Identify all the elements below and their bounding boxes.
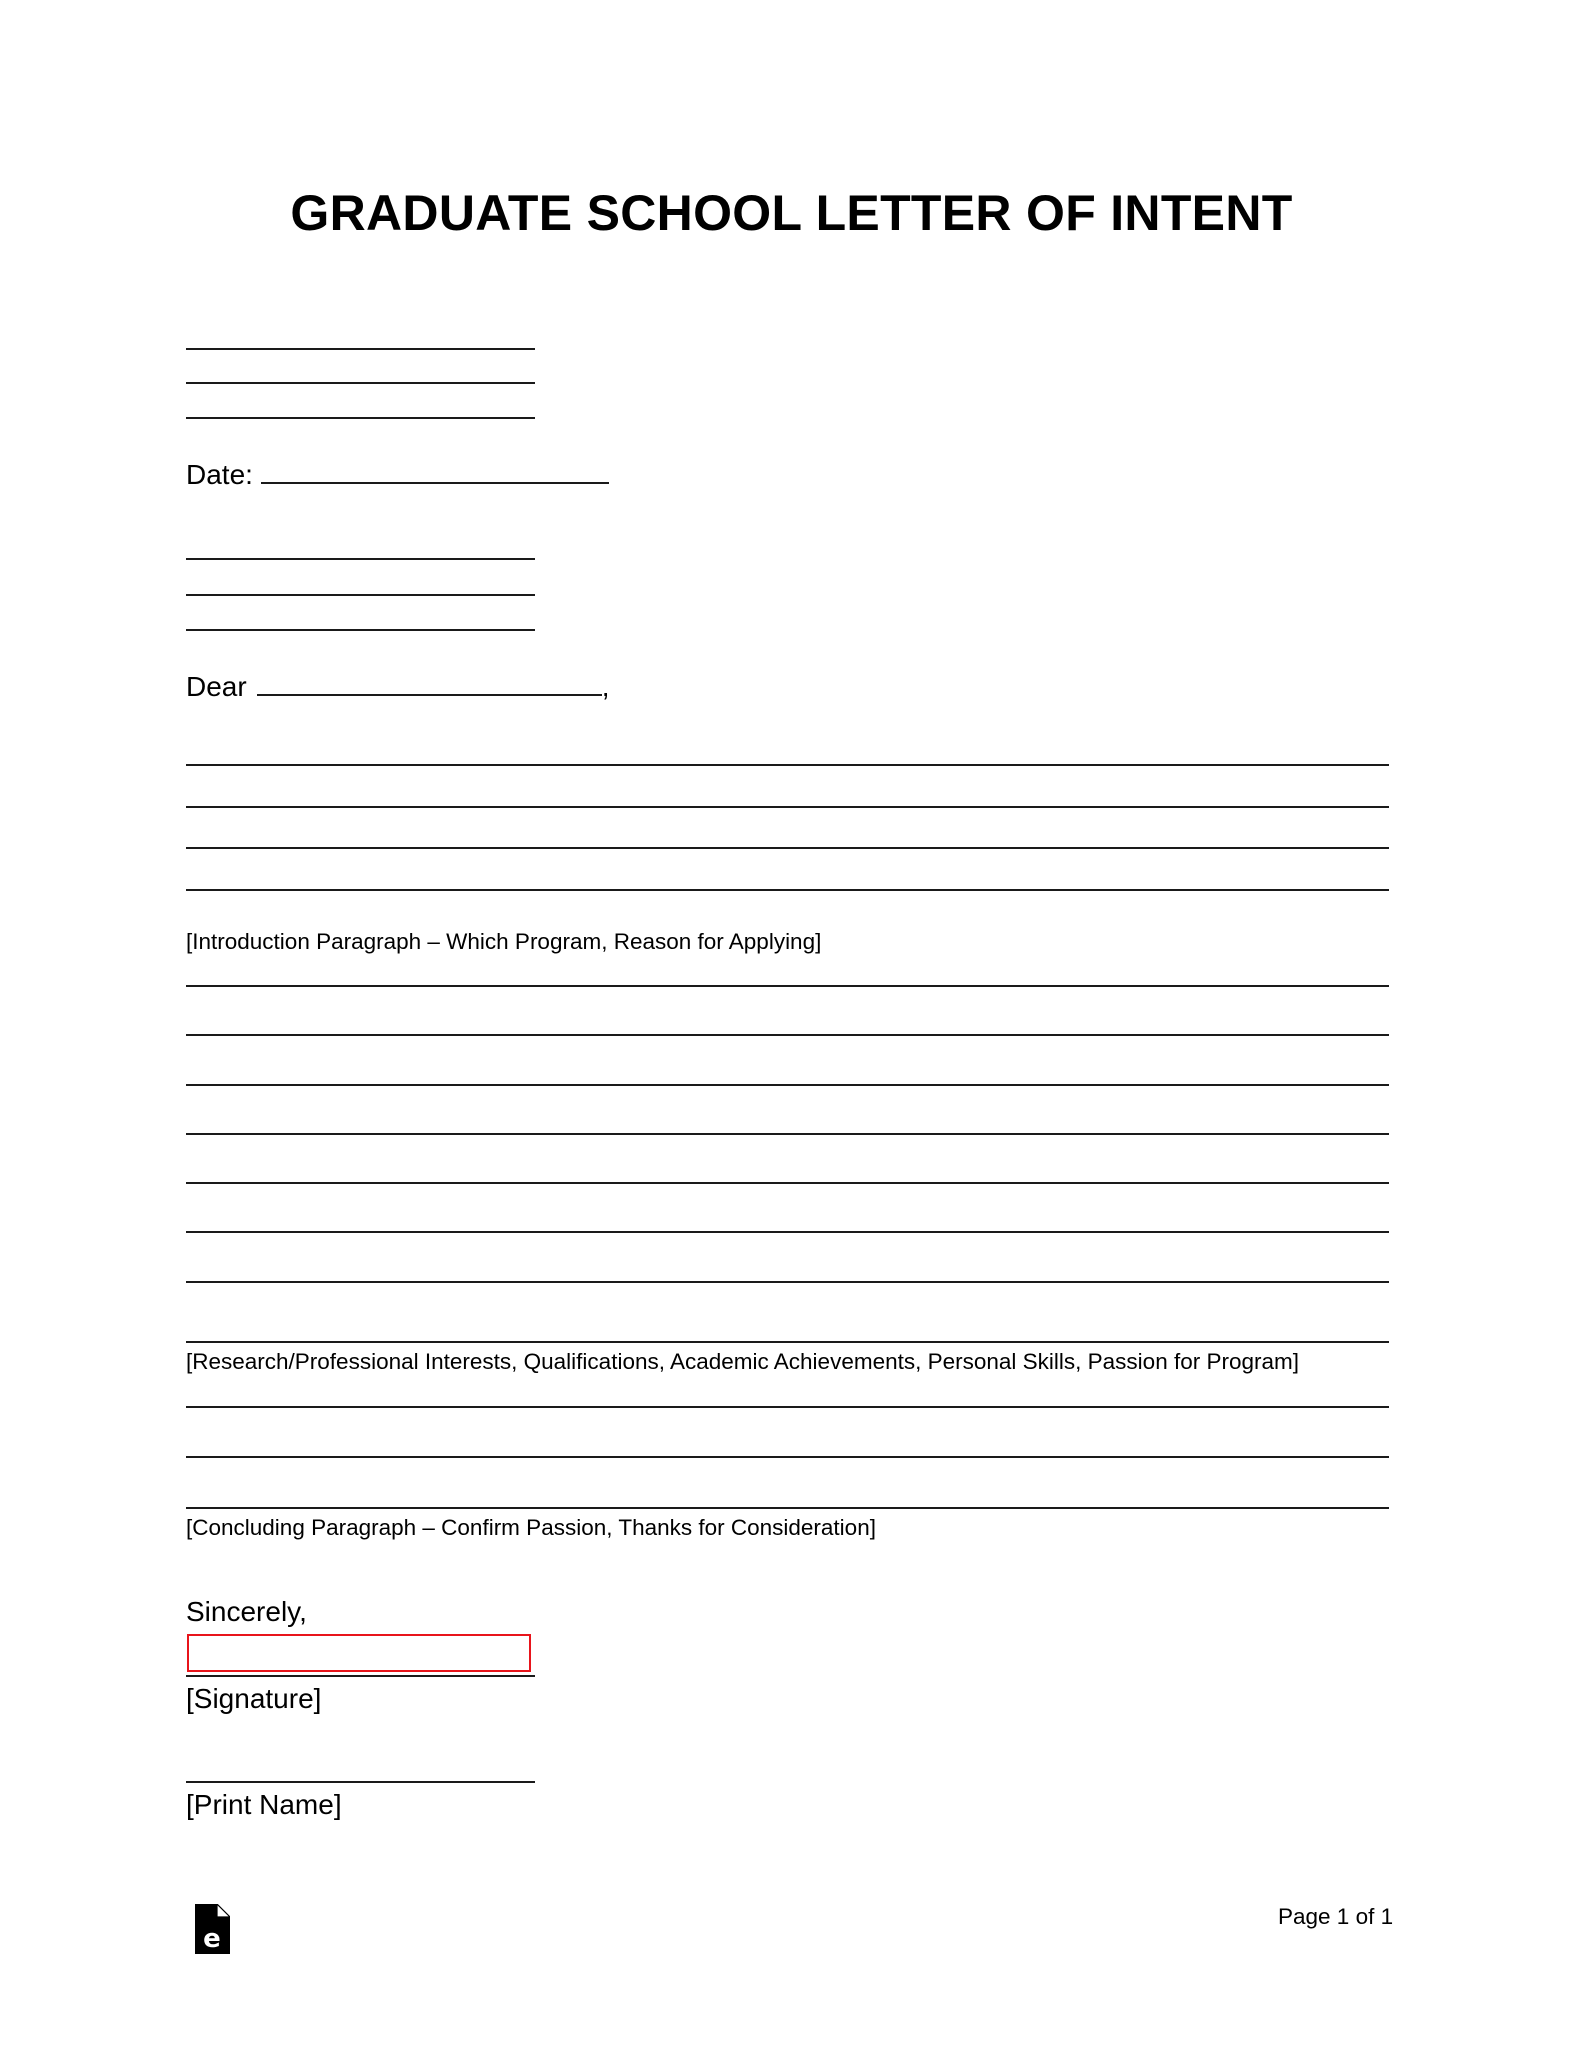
conclusion-line-2[interactable] [186, 1456, 1389, 1458]
conclusion-line-3[interactable] [186, 1507, 1389, 1509]
salutation-comma: , [601, 671, 610, 702]
page-indicator: Page 1 of 1 [1278, 1904, 1394, 1929]
body-line-8[interactable] [186, 1341, 1389, 1343]
date-row [186, 458, 609, 492]
sender-address-line-3[interactable] [186, 417, 535, 419]
date-label: Date: [186, 459, 253, 490]
recipient-address-line-1[interactable] [186, 558, 535, 560]
signature-line [186, 1675, 535, 1677]
recipient-name-field[interactable] [257, 674, 602, 696]
body-section-label: [Research/Professional Interests, Qualifications, Academic Achievements, Personal Skills, Passion for Program] [186, 1349, 1299, 1374]
salutation-label: Dear [186, 671, 247, 702]
sender-address-line-1[interactable] [186, 348, 535, 350]
conclusion-section-label: [Concluding Paragraph – Confirm Passion, Thanks for Consideration] [186, 1515, 876, 1540]
sender-address-line-2[interactable] [186, 382, 535, 384]
intro-line-1[interactable] [186, 764, 1389, 766]
body-line-7[interactable] [186, 1281, 1389, 1283]
body-line-4[interactable] [186, 1133, 1389, 1135]
salutation-row [186, 670, 609, 704]
closing-text: Sincerely, [186, 1596, 307, 1627]
print-name-label: [Print Name] [186, 1789, 342, 1820]
document-title: GRADUATE SCHOOL LETTER OF INTENT [290, 185, 1293, 241]
body-line-2[interactable] [186, 1034, 1389, 1036]
body-line-3[interactable] [186, 1084, 1389, 1086]
date-field[interactable] [261, 462, 609, 484]
print-name-line[interactable] [186, 1781, 535, 1783]
eforms-document-icon [195, 1904, 230, 1954]
svg-text:e: e [203, 1924, 221, 1954]
intro-line-4[interactable] [186, 889, 1389, 891]
body-line-1[interactable] [186, 985, 1389, 987]
recipient-address-line-3[interactable] [186, 629, 535, 631]
body-line-5[interactable] [186, 1182, 1389, 1184]
intro-section-label: [Introduction Paragraph – Which Program, Reason for Applying] [186, 929, 822, 954]
conclusion-line-1[interactable] [186, 1406, 1389, 1408]
intro-line-3[interactable] [186, 847, 1389, 849]
signature-input-field[interactable] [187, 1634, 531, 1672]
body-line-6[interactable] [186, 1231, 1389, 1233]
signature-label: [Signature] [186, 1683, 322, 1714]
recipient-address-line-2[interactable] [186, 594, 535, 596]
intro-line-2[interactable] [186, 806, 1389, 808]
